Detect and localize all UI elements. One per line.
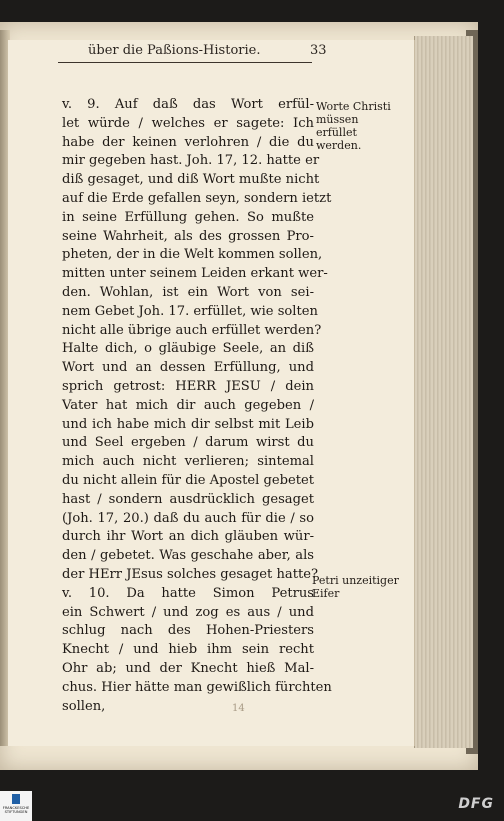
text-line: let würde / welches er sagete: Ich (62, 115, 314, 131)
text-line: schlug nach des Hohen-Priesters (62, 623, 314, 639)
text-line: nicht alle übrige auch erfüllet werden? (62, 322, 322, 338)
text-line: und ich habe mich dir selbst mit Leib (62, 416, 314, 432)
body-text (62, 96, 332, 716)
text-line: chus. Hier hätte man gewißlich fürchten (62, 679, 332, 695)
institution-logo[interactable] (0, 791, 32, 821)
text-line: Vater hat mich dir auch gegeben / (62, 397, 314, 413)
book-fore-edge (414, 36, 473, 748)
text-line: durch ihr Wort an dich gläuben wür- (62, 529, 314, 545)
text-line: sollen, (62, 698, 106, 714)
logo-mark-icon (12, 794, 20, 804)
pencil-mark: 14 (232, 703, 245, 714)
text-line: pheten, der in die Welt kommen sollen, (62, 247, 323, 263)
text-line: ein Schwert / und zog es aus / und (62, 604, 314, 620)
viewer-bottom-bar (0, 790, 504, 821)
logo-text: FRANCKESCHE STIFTUNGEN (2, 806, 30, 814)
text-line: Wort und an dessen Erfüllung, und (62, 360, 314, 376)
text-line: mitten unter seinem Leiden erkant wer- (62, 266, 328, 282)
text-line: (Joh. 17, 20.) daß du auch für die / so (62, 510, 314, 526)
page-number: 33 (310, 43, 327, 58)
text-line: seine Wahrheit, als des grossen Pro- (62, 228, 314, 244)
text-line: nem Gebet Joh. 17. erfüllet, wie solten (62, 303, 318, 319)
text-line: v. 9. Auf daß das Wort erfül- (62, 97, 314, 112)
text-line: hast / sondern ausdrücklich gesaget (62, 491, 314, 507)
text-line: und Seel ergeben / darum wirst du (62, 435, 314, 451)
text-line: auf die Erde gefallen seyn, sondern ietzt (62, 190, 332, 206)
header-rule (58, 62, 312, 63)
margin-note-1: Worte Christi müssen erfüllet werden. (316, 100, 391, 152)
text-line: mir gegeben hast. Joh. 17, 12. hatte er (62, 153, 320, 169)
text-line: v. 10. Da hatte Simon Petrus (62, 585, 314, 601)
text-line: Knecht / und hieb ihm sein recht (62, 642, 314, 658)
text-line: der HErr JEsus solches gesaget hatte? (62, 566, 318, 582)
text-line: sprich getrost: HERR JESU / dein (62, 378, 314, 394)
running-head-title: über die Paßions-Historie. (88, 43, 261, 58)
text-line: habe der keinen verlohren / die du (62, 134, 314, 150)
margin-note-2: Petri unzeitiger Eifer (312, 574, 399, 600)
text-line: mich auch nicht verlieren; sintemal (62, 454, 314, 470)
text-line: diß gesaget, und diß Wort mußte nicht (62, 172, 320, 188)
text-line: den / gebetet. Was geschahe aber, als (62, 548, 314, 564)
text-line: du nicht allein für die Apostel gebetet (62, 472, 315, 488)
text-line: Ohr ab; und der Knecht hieß Mal- (62, 660, 314, 676)
text-line: Halte dich, o gläubige Seele, an diß (62, 341, 314, 357)
text-line: den. Wohlan, ist ein Wort von sei- (62, 284, 314, 300)
text-line: in seine Erfüllung gehen. So mußte (62, 209, 314, 225)
dfg-logo[interactable]: DFG (458, 796, 494, 812)
